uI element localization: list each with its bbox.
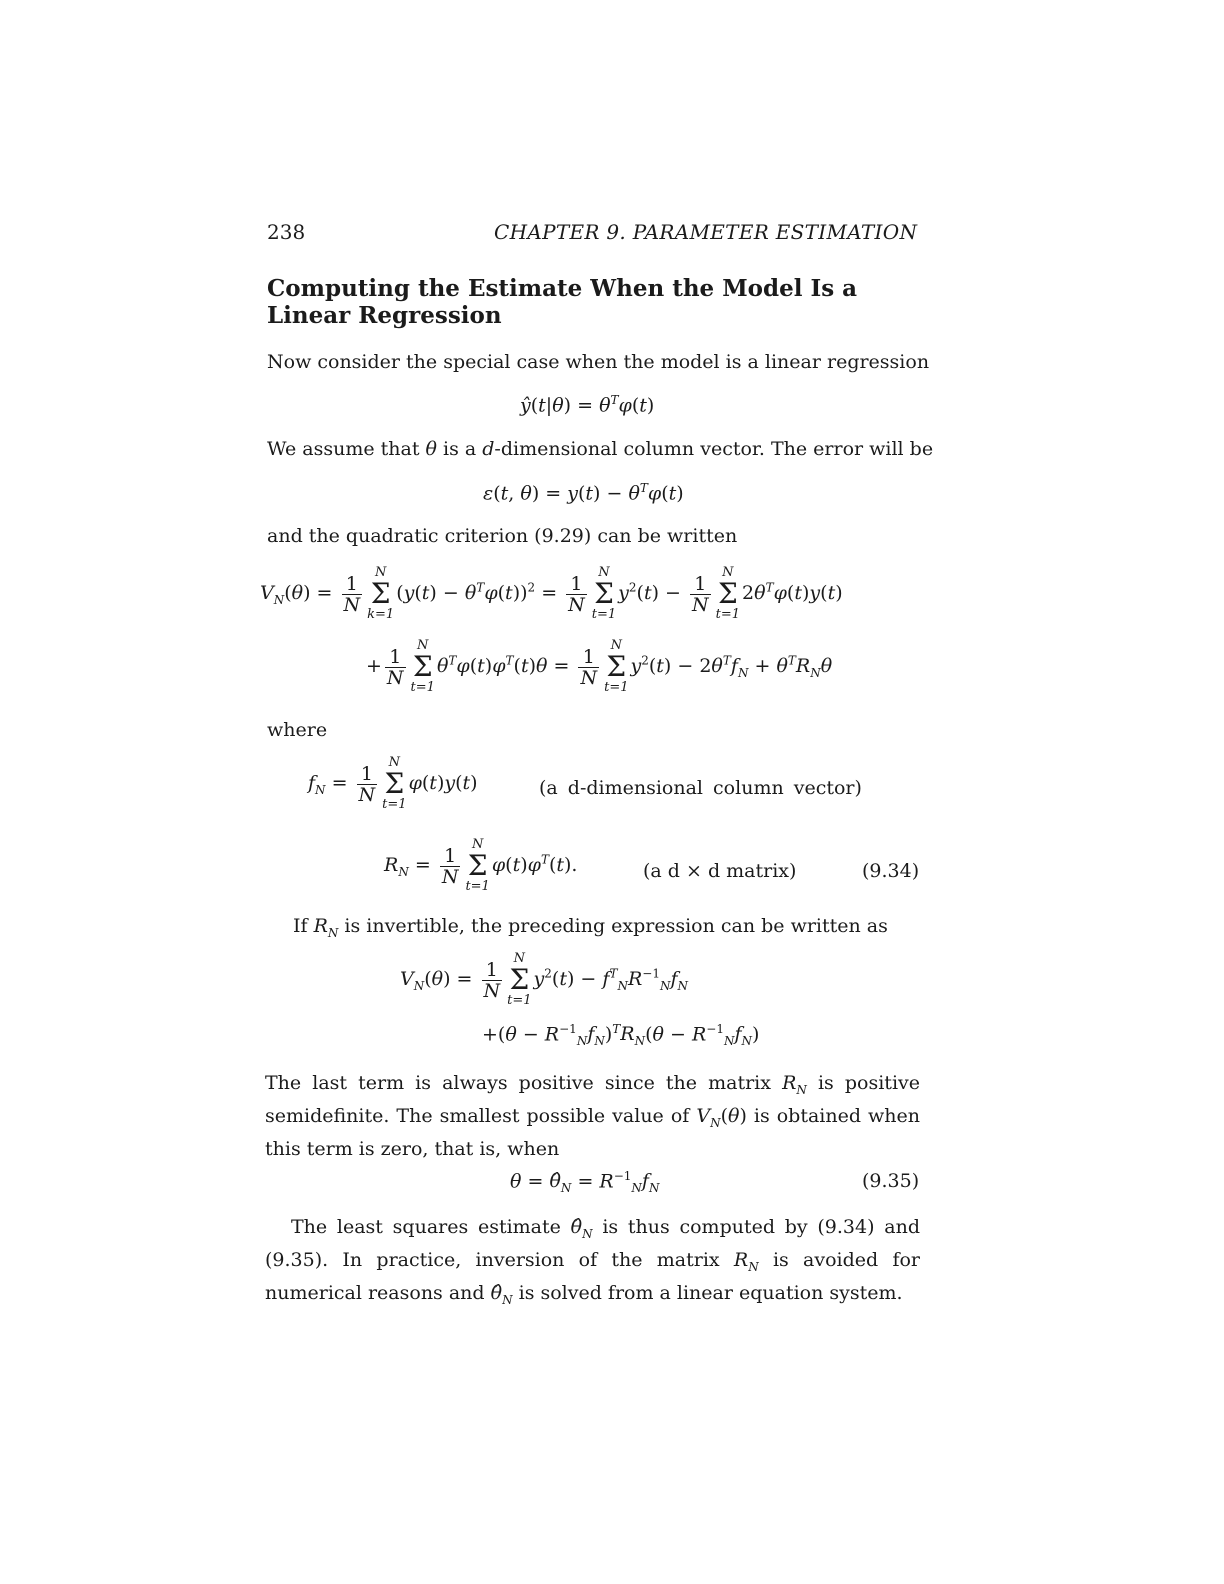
equation-criterion-line2: + $\frac{1}{N}$ N Σ t=1 $\theta^T\varphi(t)\varphi^T(t)\theta$ = $\frac{1}{N}$ N Σ t=1 $y^2(t) - 2\theta^Tf_N + \theta^TR_N\theta$: [366, 638, 833, 695]
equation-estimate: $\theta = \thetâ_N = R^{-1}_Nf_N$: [510, 1169, 660, 1196]
section-title: Computing the Estimate When the Model Is a Linear Regression: [267, 275, 858, 329]
paragraph-conclusion: The least squares estimate $\thetâ_N$ is thus computed by (9.34) and (9.35). In practice, inversion of the matrix $R_N$ is avoided for numerical reasons and $\thetâ_N$ is solved from a linear equation system.: [265, 1216, 921, 1307]
equation-VN-line1: $V_N(\theta)$ = $\frac{1}{N}$ N Σ t=1 $y^2(t) - f^T_NR^{-1}_Nf_N$: [400, 951, 689, 1008]
fN-note: (a d-dimensional column vector): [539, 777, 862, 799]
paragraph-criterion: and the quadratic criterion (9.29) can be written: [267, 525, 738, 547]
paragraph-invertible: If $R_N$ is invertible, the preceding expression can be written as: [293, 915, 888, 940]
paragraph-assume: We assume that θ is a d-dimensional column vector. The error will be: [267, 438, 934, 460]
equation-criterion-line1: $V_N(\theta)$ = $\frac{1}{N}$ N Σ k=1 $(y(t) - \theta^T\varphi(t))^2$ = $\frac{1}{N}$ N Σ t=1 $y^2(t)$ − $\frac{1}{N}$ N Σ t=1 $2\theta^T\varphi(t)y(t)$: [260, 565, 843, 622]
equation-RN: $R_N$ = $\frac{1}{N}$ N Σ t=1 $\varphi(t)\varphi^T(t)$.: [384, 837, 578, 894]
page-number: 238: [267, 220, 306, 244]
running-header: CHAPTER 9. PARAMETER ESTIMATION: [494, 220, 918, 244]
equation-model: ŷ(t|θ) = $\theta^T\varphi(t)$: [520, 393, 655, 417]
RN-note: (a d × d matrix): [643, 860, 797, 882]
equation-fN: $f_N$ = $\frac{1}{N}$ N Σ t=1 φ(t)y(t): [308, 755, 478, 812]
equation-VN-line2: $+(\theta - R^{-1}_Nf_N)^TR_N(\theta - R^{-1}_Nf_N)$: [482, 1022, 760, 1049]
equation-number-934: (9.34): [862, 860, 920, 882]
where-label: where: [267, 719, 328, 741]
paragraph-intro: Now consider the special case when the model is a linear regression: [267, 351, 930, 373]
equation-number-935: (9.35): [862, 1170, 920, 1192]
equation-error: ε(t, $\theta) = y(t) - \theta^T\varphi(t)$: [483, 481, 684, 505]
paragraph-last-term: The last term is always positive since the matrix $R_N$ is positive semidefinite. The smallest possible value of $V_N(\theta)$ is obtained when this term is zero, that is, when: [265, 1072, 921, 1160]
